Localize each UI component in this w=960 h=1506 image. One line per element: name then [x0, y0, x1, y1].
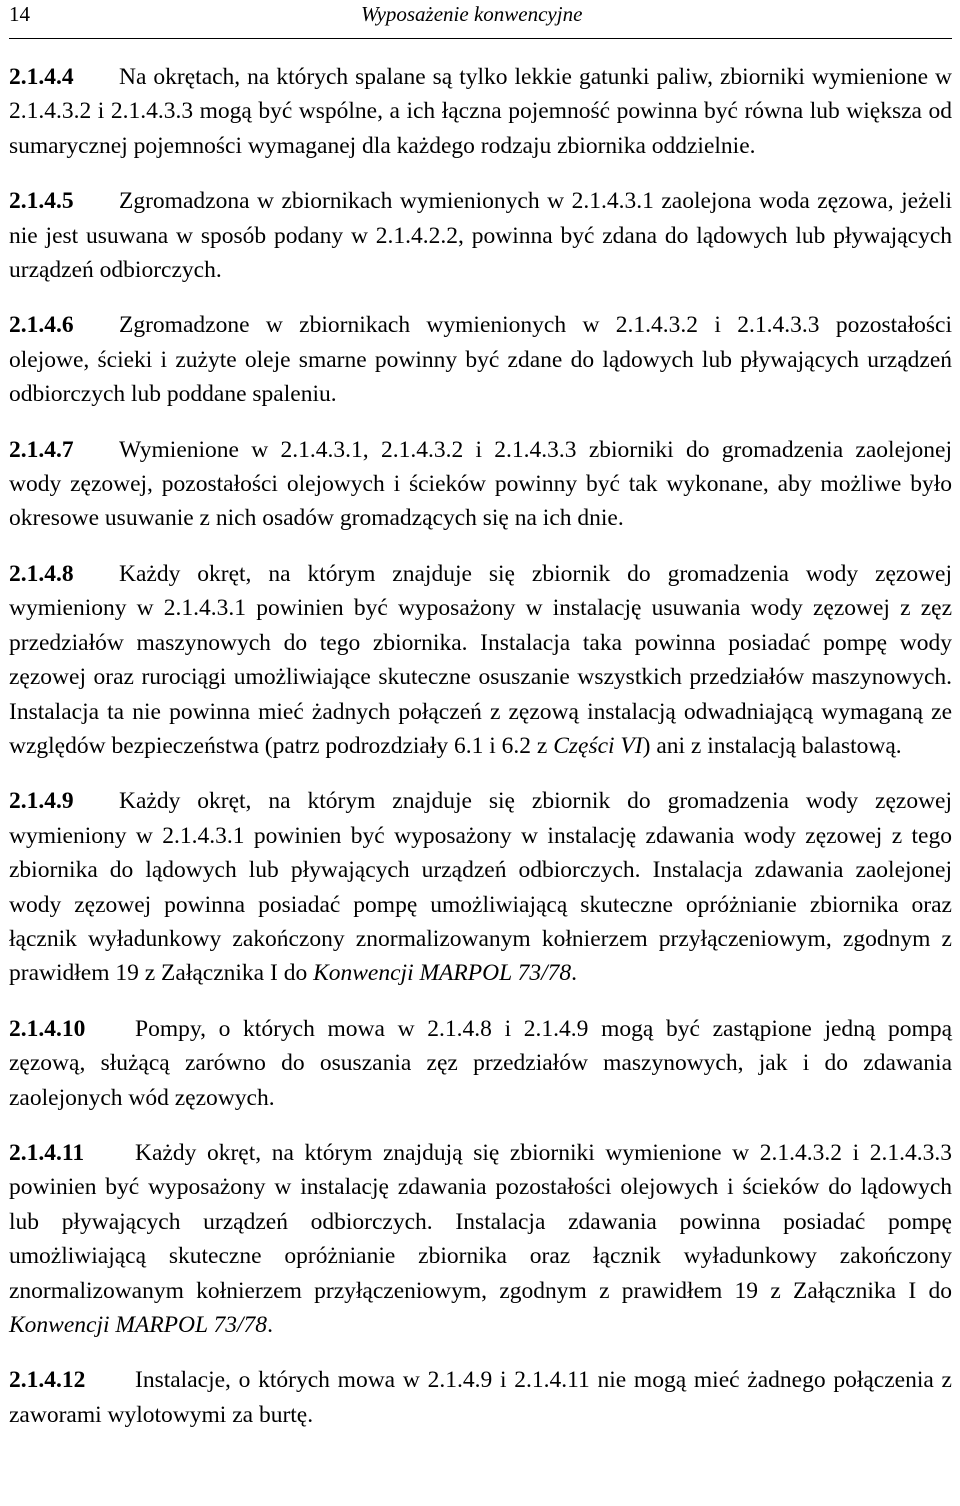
section-number: 2.1.4.11	[9, 1139, 85, 1166]
section-number: 2.1.4.5	[9, 188, 74, 215]
section-italic-reference: Części VI	[553, 732, 643, 759]
section-number: 2.1.4.6	[9, 312, 74, 339]
section-2-1-4-9	[9, 784, 952, 990]
header-rule	[9, 38, 952, 39]
running-title: Wyposażenie konwencyjne	[361, 2, 583, 26]
document-page	[9, 0, 952, 1428]
section-2-1-4-12	[9, 1363, 952, 1432]
section-text-after: ) ani z instalacją balastową.	[642, 732, 902, 759]
section-2-1-4-7	[9, 433, 952, 536]
section-number: 2.1.4.4	[9, 64, 74, 90]
section-2-1-4-5	[9, 184, 952, 287]
section-text-after: .	[267, 1312, 273, 1338]
section-text: Zgromadzone w zbiornikach wymienionych w 2.1.4.3.2 i 2.1.4.3.3 pozostałości olejowe, ścieki i zużyte oleje smarne powinny być zdane do lądowych lub pływających urządzeń odbiorczych lub poddane spaleniu.	[9, 312, 952, 408]
section-text: Zgromadzona w zbiornikach wymienionych w 2.1.4.3.1 zaolejona woda zęzowa, jeżeli nie jest usuwana w sposób podany w 2.1.4.2.2, powinna być zdana do lądowych lub pływających urządzeń odbiorczych.	[9, 188, 952, 284]
sections-body	[9, 60, 952, 1453]
section-2-1-4-11	[9, 1136, 952, 1342]
section-text: Pompy, o których mowa w 2.1.4.8 i 2.1.4.9 mogą być zastąpione jedną pompą zęzową, służącą zarówno do osuszania zęz przedziałów maszynowych, jak i do zdawania zaolejonych wód zęzowych.	[9, 1015, 952, 1111]
section-text: Każdy okręt, na którym znajduje się zbiornik do gromadzenia wody zęzowej wymieniony w 2.1.4.3.1 powinien być wyposażony w instalację usuwania wody zęzowej z zęz przedziałów maszynowych do tego zbiornika. Instalacja taka powinna posiadać pompę wody zęzowej oraz rurociągi umożliwiające skuteczne osuszanie wszystkich przedziałów maszynowych. Instalacja ta nie powinna mieć żadnych połączeń z zęzową instalacją odwadniającą wymaganą ze względów bezpieczeństwa (patrz podrozdziały 6.1 i 6.2 z	[9, 560, 952, 759]
section-number: 2.1.4.10	[9, 1015, 86, 1042]
section-italic-reference: Konwencji MARPOL 73/78	[9, 1312, 268, 1338]
section-2-1-4-10	[9, 1012, 952, 1115]
section-2-1-4-4	[9, 60, 952, 163]
section-number: 2.1.4.7	[9, 436, 74, 463]
section-number: 2.1.4.12	[9, 1367, 86, 1394]
section-text: Instalacje, o których mowa w 2.1.4.9 i 2.1.4.11 nie mogą mieć żadnego połączenia z zaworami wylotowymi za burtę.	[9, 1367, 952, 1428]
section-text: Każdy okręt, na którym znajduje się zbiornik do gromadzenia wody zęzowej wymieniony w 2.1.4.3.1 powinien być wyposażony w instalację zdawania wody zęzowej z tego zbiornika do lądowych lub pływających urządzeń odbiorczych. Instalacja zdawania zaolejonej wody zęzowej powinna posiadać pompę umożliwiającą skuteczne opróżnianie zbiornika oraz łącznik wyładunkowy zakończony znormalizowanym kołnierzem przyłączeniowym, zgodnym z prawidłem 19 z Załącznika I do	[9, 788, 952, 987]
section-text-after: .	[571, 960, 578, 987]
page-number: 14	[9, 2, 30, 26]
section-text: Wymienione w 2.1.4.3.1, 2.1.4.3.2 i 2.1.4.3.3 zbiorniki do gromadzenia zaolejonej wody zęzowej, pozostałości olejowych i ścieków powinny być tak wykonane, aby możliwe było okresowe usuwanie z nich osadów gromadzących się na ich dnie.	[9, 436, 952, 532]
section-italic-reference: Konwencji MARPOL 73/78	[313, 960, 572, 987]
section-text: Na okrętach, na których spalane są tylko lekkie gatunki paliw, zbiorniki wymienione w 2.1.4.3.2 i 2.1.4.3.3 mogą być wspólne, a ich łączna pojemność powinna być równa lub większa od sumarycznej pojemności wymaganej dla każdego rodzaju zbiornika oddzielnie.	[9, 64, 952, 159]
section-2-1-4-6	[9, 308, 952, 411]
section-number: 2.1.4.9	[9, 788, 74, 815]
section-text: Każdy okręt, na którym znajdują się zbiorniki wymienione w 2.1.4.3.2 i 2.1.4.3.3 powinien być wyposażony w instalację zdawania pozostałości olejowych i ścieków do lądowych lub pływających urządzeń odbiorczych. Instalacja zdawania powinna posiadać pompę umożliwiającą skuteczne opróżnianie zbiornika oraz łącznik wyładunkowy zakończony znormalizowanym kołnierzem przyłączeniowym, zgodnym z prawidłem 19 z Załącznika I do	[9, 1139, 952, 1304]
section-number: 2.1.4.8	[9, 560, 74, 587]
section-2-1-4-8	[9, 557, 952, 763]
page-header	[9, 0, 952, 30]
